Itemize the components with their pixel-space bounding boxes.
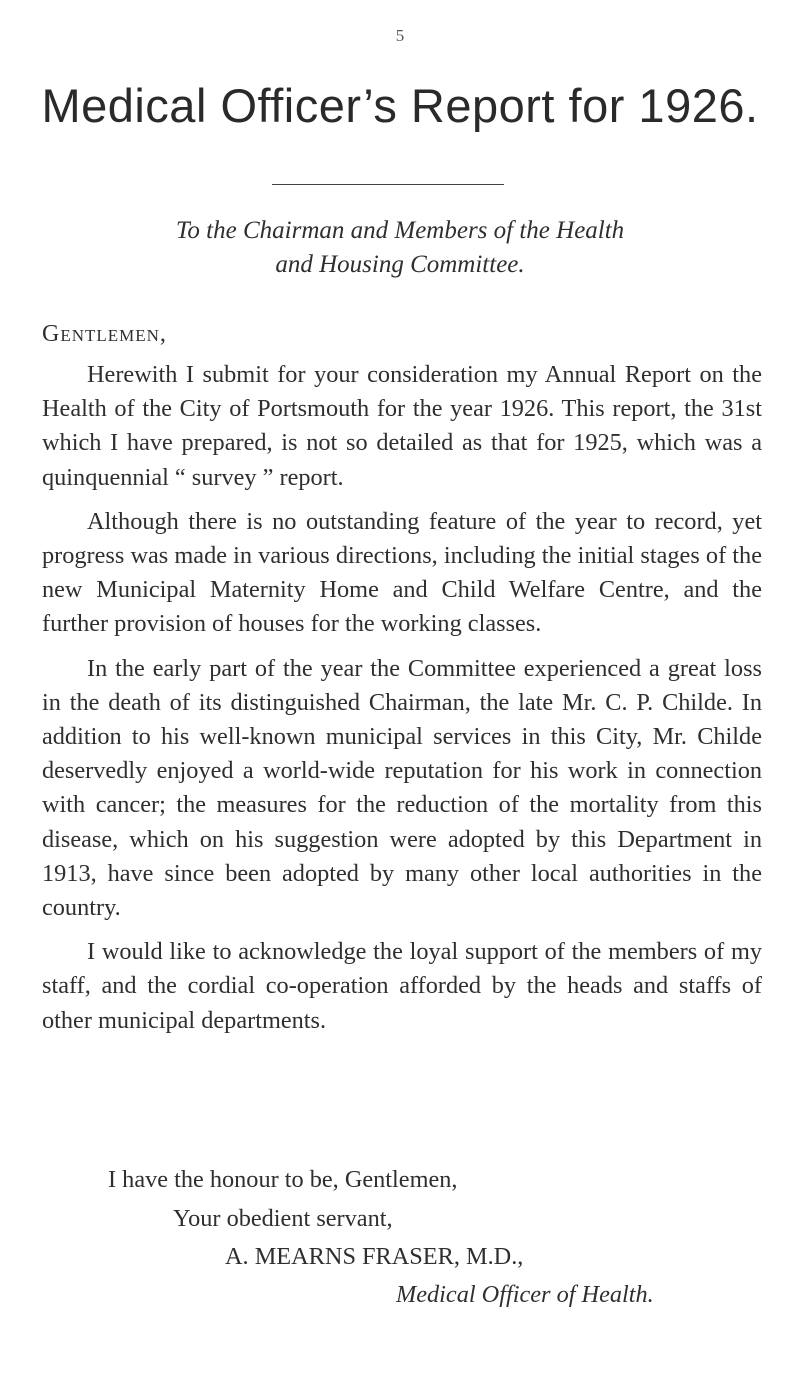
address-line-2: and Housing Committee. [275,251,525,278]
valediction: Your obedient servant, [173,1205,393,1232]
salutation: Gentlemen, [42,321,167,347]
closing-line: I have the honour to be, Gentlemen, [108,1166,458,1193]
paragraph: In the early part of the year the Committee experienced a great loss in the death of its distinguished Chairman, the late Mr. C. P. Childe. In addition to his well-known municipal services in this City, Mr. Childe deservedly enjoyed a world-wide reputation for his work in connection with cancer; the measures for the reduction of the mortality from this disease, which on his suggestion were adopted by this Department in 1913, have since been adopted by many other local authorities in the country. [42,654,762,922]
paragraph: Although there is no outstanding feature of the year to record, yet progress was made in various directions, including the initial stages of the new Municipal Maternity Home and Child Welfare Centre, and the further provision of houses for the working classes. [42,507,762,638]
title-divider [272,184,504,185]
signatory-title: Medical Officer of Health. [396,1281,654,1308]
address-block [0,214,800,282]
paragraph: I would like to acknowledge the loyal support of the members of my staff, and the cordial co-operation afforded by the heads and staffs of other municipal departments. [42,938,762,1034]
report-body [42,358,762,1048]
page-title: Medical Officer’s Report for 1926. [41,79,759,132]
page-number: 5 [395,26,405,45]
paragraph: Herewith I submit for your consideration my Annual Report on the Health of the City of Portsmouth for the year 1926. This report, the 31st which I have prepared, is not so detailed as that for 1925, which was a quinquennial “ survey ” report. [42,361,762,491]
signature: A. MEARNS FRASER, M.D., [225,1243,524,1270]
address-line-1: To the Chairman and Members of the Health [175,217,625,244]
